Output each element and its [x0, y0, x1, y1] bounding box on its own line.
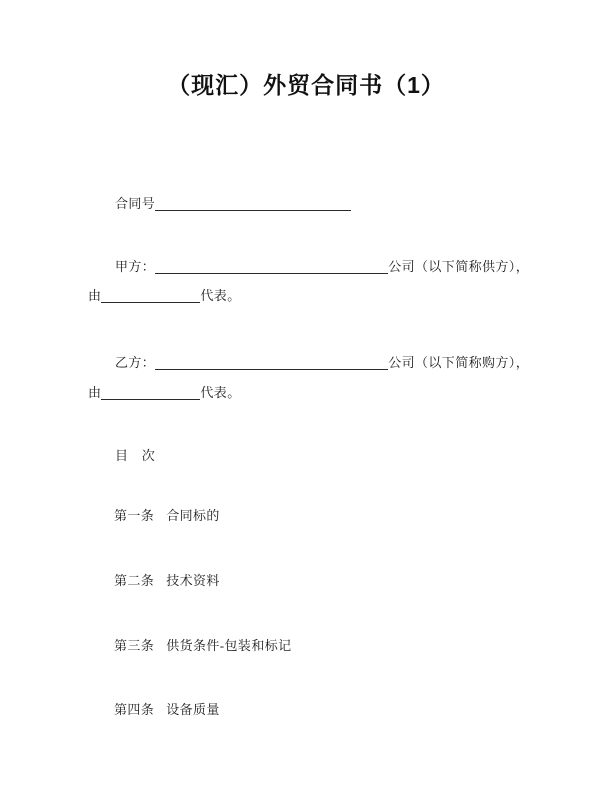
- document-title: （现汇）外贸合同书（1）: [167, 72, 445, 98]
- party-a-rep-row: [88, 288, 241, 304]
- party-b-row: [115, 355, 529, 371]
- party-b-label: 乙方：: [115, 355, 156, 370]
- toc-article-no: 第一条: [114, 508, 155, 523]
- party-b-rep-prefix: 由: [88, 385, 102, 400]
- party-a-label: 甲方：: [115, 259, 156, 274]
- party-b-rep-blank[interactable]: [101, 386, 200, 400]
- toc-article-title: 设备质量: [166, 702, 220, 717]
- party-a-rep-suffix: 代表。: [200, 288, 241, 303]
- party-b-company-blank[interactable]: [155, 356, 388, 370]
- toc-article-no: 第二条: [114, 573, 155, 588]
- toc-article-title: 技术资料: [166, 573, 220, 588]
- toc-item: [114, 508, 220, 524]
- contract-no-label: 合同号: [115, 196, 156, 211]
- party-b-rep-suffix: 代表。: [200, 385, 241, 400]
- toc-heading-row: [115, 448, 155, 464]
- toc-item: [114, 573, 220, 589]
- toc-item: [114, 638, 292, 654]
- party-b-rep-row: [88, 385, 241, 401]
- toc-item: [114, 702, 220, 718]
- party-a-rep-prefix: 由: [88, 288, 102, 303]
- party-b-company-suffix: 公司（以下简称购方），: [388, 355, 530, 370]
- party-a-company-blank[interactable]: [155, 260, 388, 274]
- toc-heading: 目 次: [115, 448, 156, 463]
- contract-no-blank[interactable]: [155, 197, 351, 211]
- party-a-company-suffix: 公司（以下简称供方），: [388, 259, 530, 274]
- contract-no-row: [115, 196, 351, 212]
- toc-article-no: 第三条: [114, 638, 155, 653]
- toc-article-no: 第四条: [114, 702, 155, 717]
- toc-article-title: 合同标的: [166, 508, 220, 523]
- party-a-rep-blank[interactable]: [101, 289, 200, 303]
- toc-article-title: 供货条件-包装和标记: [166, 638, 292, 653]
- party-a-row: [115, 259, 529, 275]
